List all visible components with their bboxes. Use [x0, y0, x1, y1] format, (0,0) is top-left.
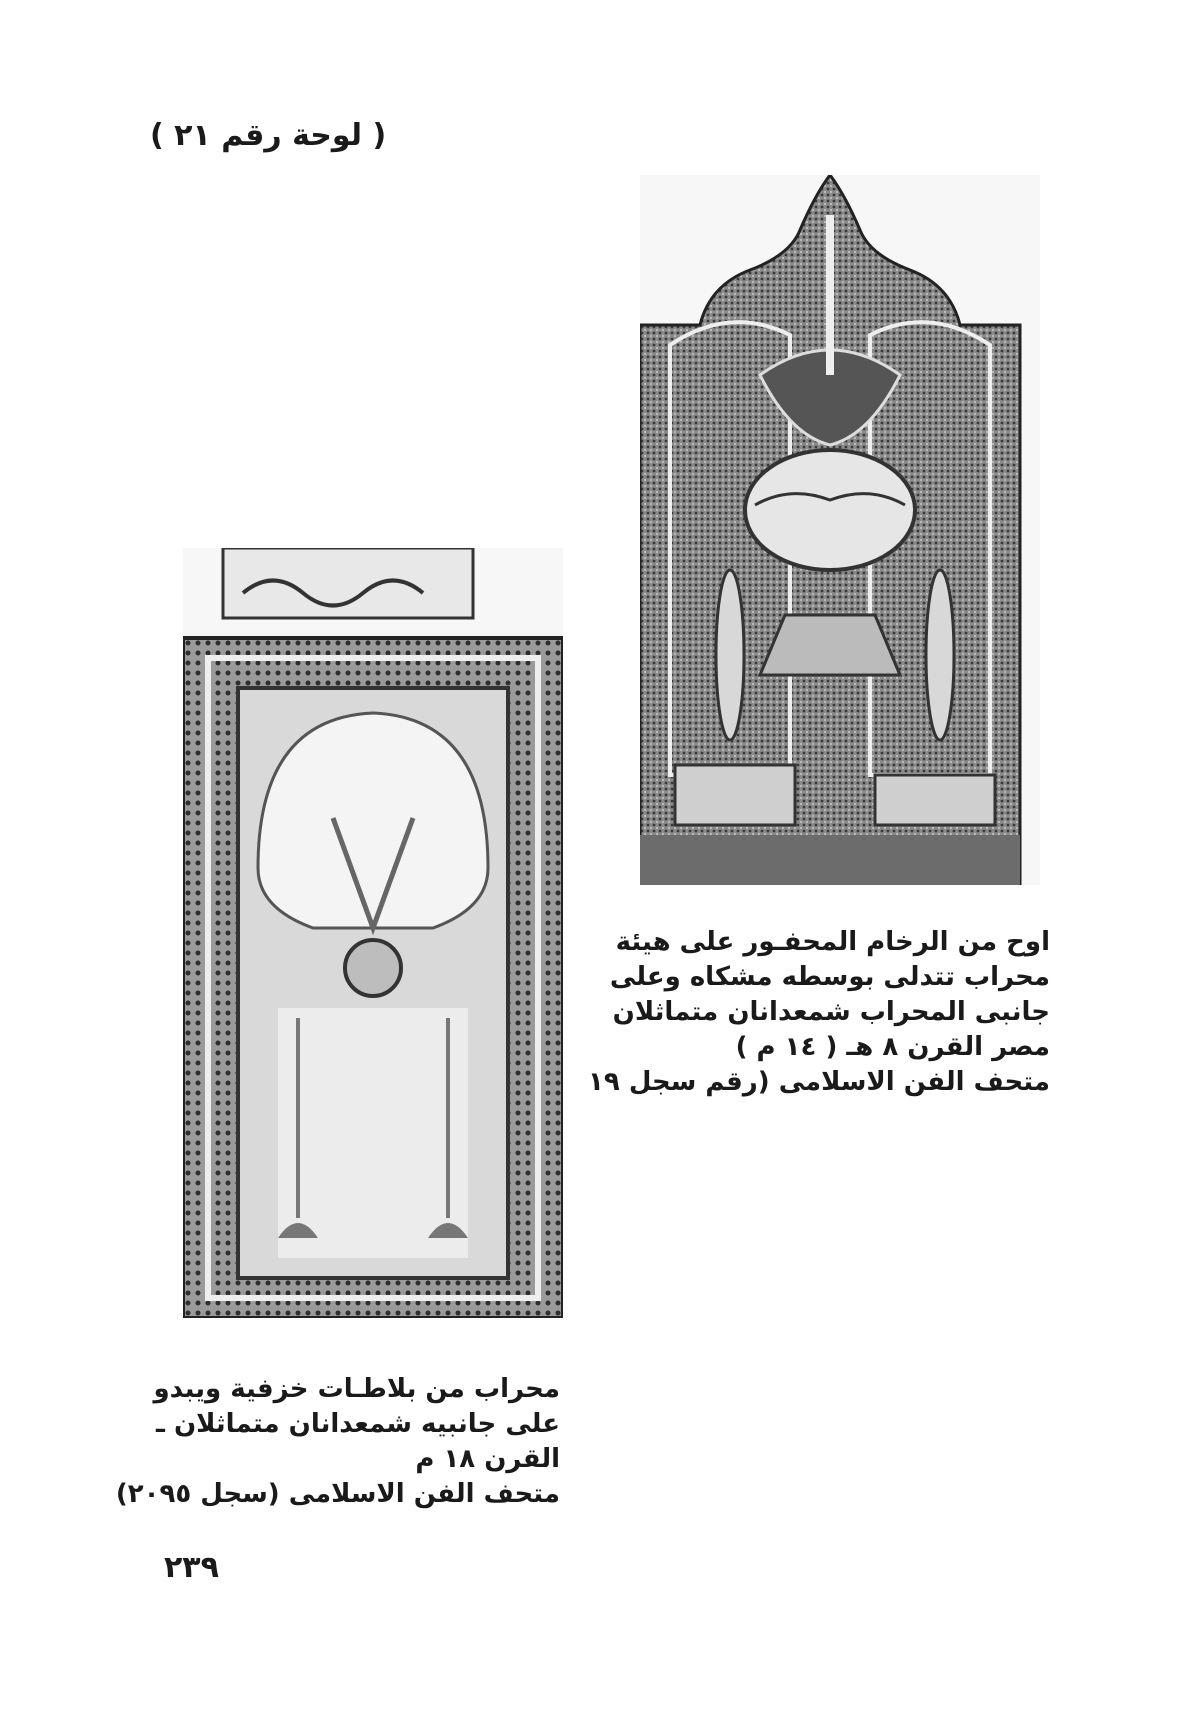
left-figure-caption — [115, 1372, 560, 1512]
caption-line: متحف الفن الاسلامى (سجل ٢٠٩٥) — [115, 1479, 560, 1509]
caption-line: متحف الفن الاسلامى (رقم سجل ١٩ — [588, 1067, 1050, 1097]
caption-line: على جانبيه شمعدانان متماثلان ـ — [156, 1409, 560, 1439]
tile-mihrab-photo — [183, 548, 563, 1318]
page-number: ٢٣٩ — [164, 1550, 219, 1585]
right-figure-caption — [588, 925, 1050, 1100]
caption-line: اوح من الرخام المحفـور على هيئة — [615, 927, 1050, 957]
caption-line: محراب تتدلى بوسطه مشكاه وعلى — [609, 962, 1050, 992]
caption-line: محراب من بلاطـات خزفية ويبدو — [153, 1374, 560, 1404]
plate-label: ( لوحة رقم ٢١ ) — [150, 118, 387, 153]
caption-line: جانبى المحراب شمعدانان متماثلان — [612, 997, 1050, 1027]
marble-mihrab-photo — [640, 175, 1040, 885]
caption-line: القرن ١٨ م — [415, 1444, 560, 1474]
caption-line: مصر القرن ٨ هـ ( ١٤ م ) — [735, 1032, 1050, 1062]
